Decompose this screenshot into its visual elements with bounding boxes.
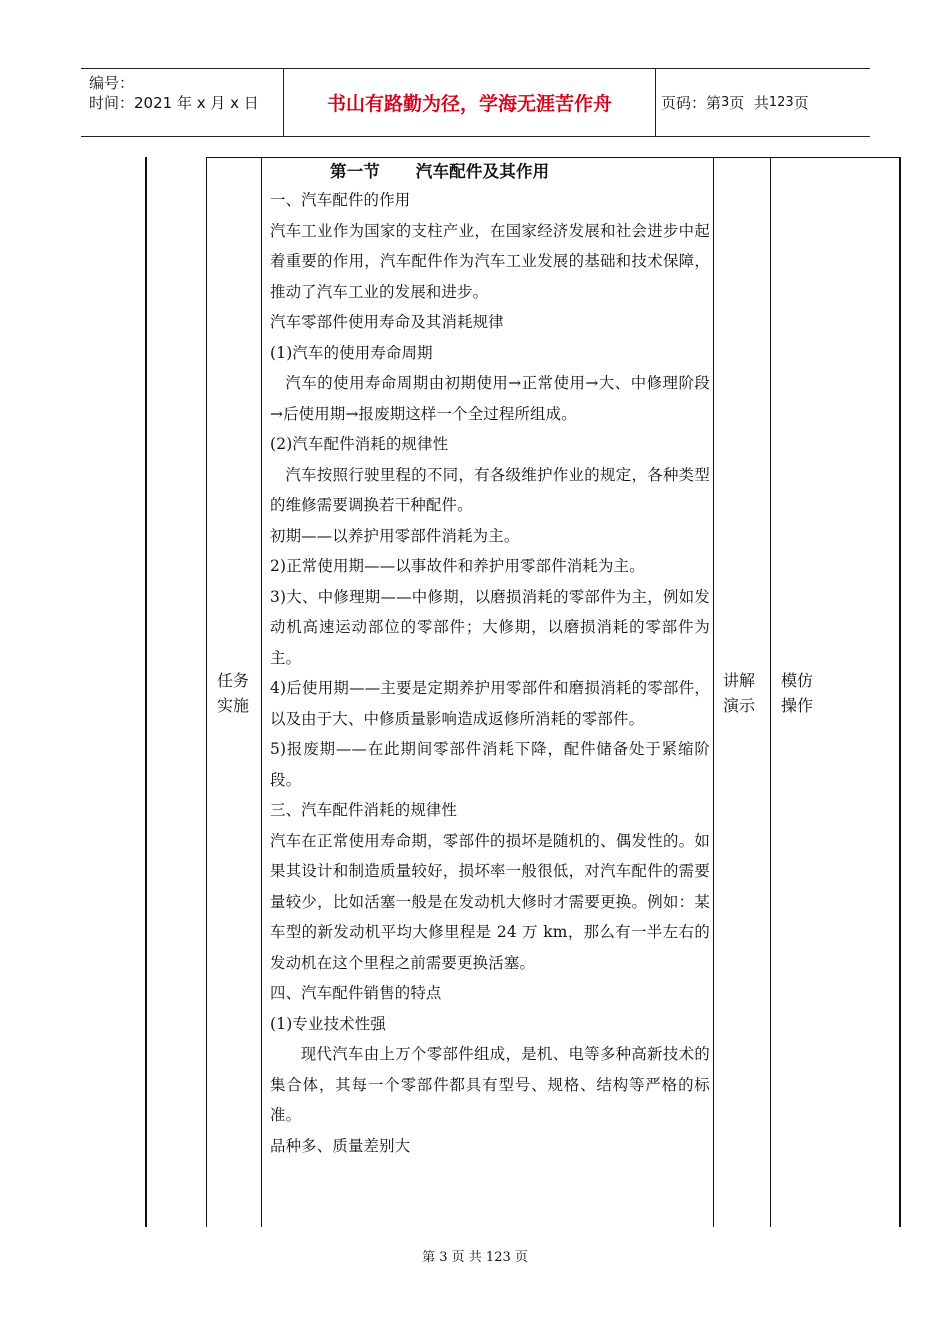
content-paragraph: (1)专业技术性强	[270, 1014, 386, 1033]
page-prefix: 页码：第	[661, 94, 722, 112]
content-paragraph: 5)报废期——在此期间零部件消耗下降，配件储备处于紧缩阶段。	[270, 740, 710, 789]
section-title: 第一节 汽车配件及其作用	[330, 162, 550, 181]
page-header	[81, 68, 870, 137]
content-paragraph: 初期——以养护用零部件消耗为主。	[270, 526, 520, 545]
content-paragraph: 汽车的使用寿命周期由初期使用→正常使用→大、中修理阶段→后使用期→报废期这样一个全过程所组成。	[270, 374, 710, 423]
table-column-line	[770, 157, 771, 1227]
page-total: 123	[768, 95, 794, 110]
content-paragraph: (2)汽车配件消耗的规律性	[270, 435, 449, 453]
table-border-left	[145, 157, 147, 1227]
stage-label	[217, 668, 249, 718]
table-top-border	[206, 157, 901, 158]
content-paragraph: 现代汽车由上万个零部件组成，是机、电等多种高新技术的集合体，其每一个零部件都具有型号、规格、结构等严格的标准。	[270, 1045, 710, 1124]
activity-label-line: 模仿	[781, 671, 814, 690]
page-footer: 第 3 页 共 123 页	[422, 1250, 528, 1265]
content-paragraph: 四、汽车配件销售的特点	[270, 984, 442, 1002]
content-paragraph: 3)大、中修理期——中修期，以磨损消耗的零部件为主，例如发动机高速运动部位的零部件；大修期，以磨损消耗的零部件为主。	[270, 587, 710, 667]
page-suffix: 页	[793, 94, 809, 112]
document-date-label: 时间：2021 年 x 月 x 日	[89, 94, 259, 112]
content-paragraph: 汽车工业作为国家的支柱产业，在国家经济发展和社会进步中起着重要的作用，汽车配件作为汽车工业发展的基础和技术保障，推动了汽车工业的发展和进步。	[270, 221, 710, 301]
method-label-line: 讲解	[723, 671, 756, 690]
table-border-right	[899, 157, 901, 1227]
table-column-line	[206, 157, 207, 1227]
content-paragraph: 汽车在正常使用寿命期，零部件的损坏是随机的、偶发性的。如果其设计和制造质量较好，损坏率一般很低，对汽车配件的需要量较少，比如活塞一般是在发动机大修时才需要更换。例如：某车型的新发动机平均大修里程是 24 万 km，那么有一半左右的发动机在这个里程之前需要更换活塞。	[270, 831, 710, 972]
method-label	[723, 668, 755, 718]
content-paragraph: 汽车零部件使用寿命及其消耗规律	[270, 313, 504, 331]
content-paragraph: 汽车按照行驶里程的不同，有各级维护作业的规定，各种类型的维修需要调换若干种配件。	[270, 465, 710, 514]
paragraph-list	[270, 185, 710, 1161]
table-column-line	[261, 157, 262, 1227]
activity-label-line: 操作	[781, 696, 814, 715]
stage-label-line: 实施	[217, 696, 250, 715]
content-paragraph: 品种多、质量差别大	[270, 1136, 411, 1155]
page-middle: 页 共	[729, 94, 769, 112]
content-paragraph: 4)后使用期——主要是定期养护用零部件和磨损消耗的零部件，以及由于大、中修质量影响造成返修所消耗的零部件。	[270, 679, 710, 728]
content-paragraph: 三、汽车配件消耗的规律性	[270, 801, 458, 819]
header-page-indicator	[661, 69, 809, 136]
content-paragraph: 2)正常使用期——以事故件和养护用零部件消耗为主。	[270, 557, 645, 575]
header-motto: 书山有路勤为径，学海无涯苦作舟	[326, 93, 612, 115]
header-divider	[655, 69, 656, 136]
content-paragraph: (1)汽车的使用寿命周期	[270, 343, 433, 362]
table-column-line	[713, 157, 714, 1227]
activity-label	[781, 668, 813, 718]
stage-label-line: 任务	[217, 671, 250, 690]
header-meta	[89, 73, 259, 113]
method-label-line: 演示	[723, 696, 756, 715]
lesson-content	[270, 159, 710, 1161]
page-current: 3	[721, 95, 730, 110]
document-number-label: 编号：	[89, 74, 135, 92]
content-paragraph: 一、汽车配件的作用	[270, 191, 411, 209]
